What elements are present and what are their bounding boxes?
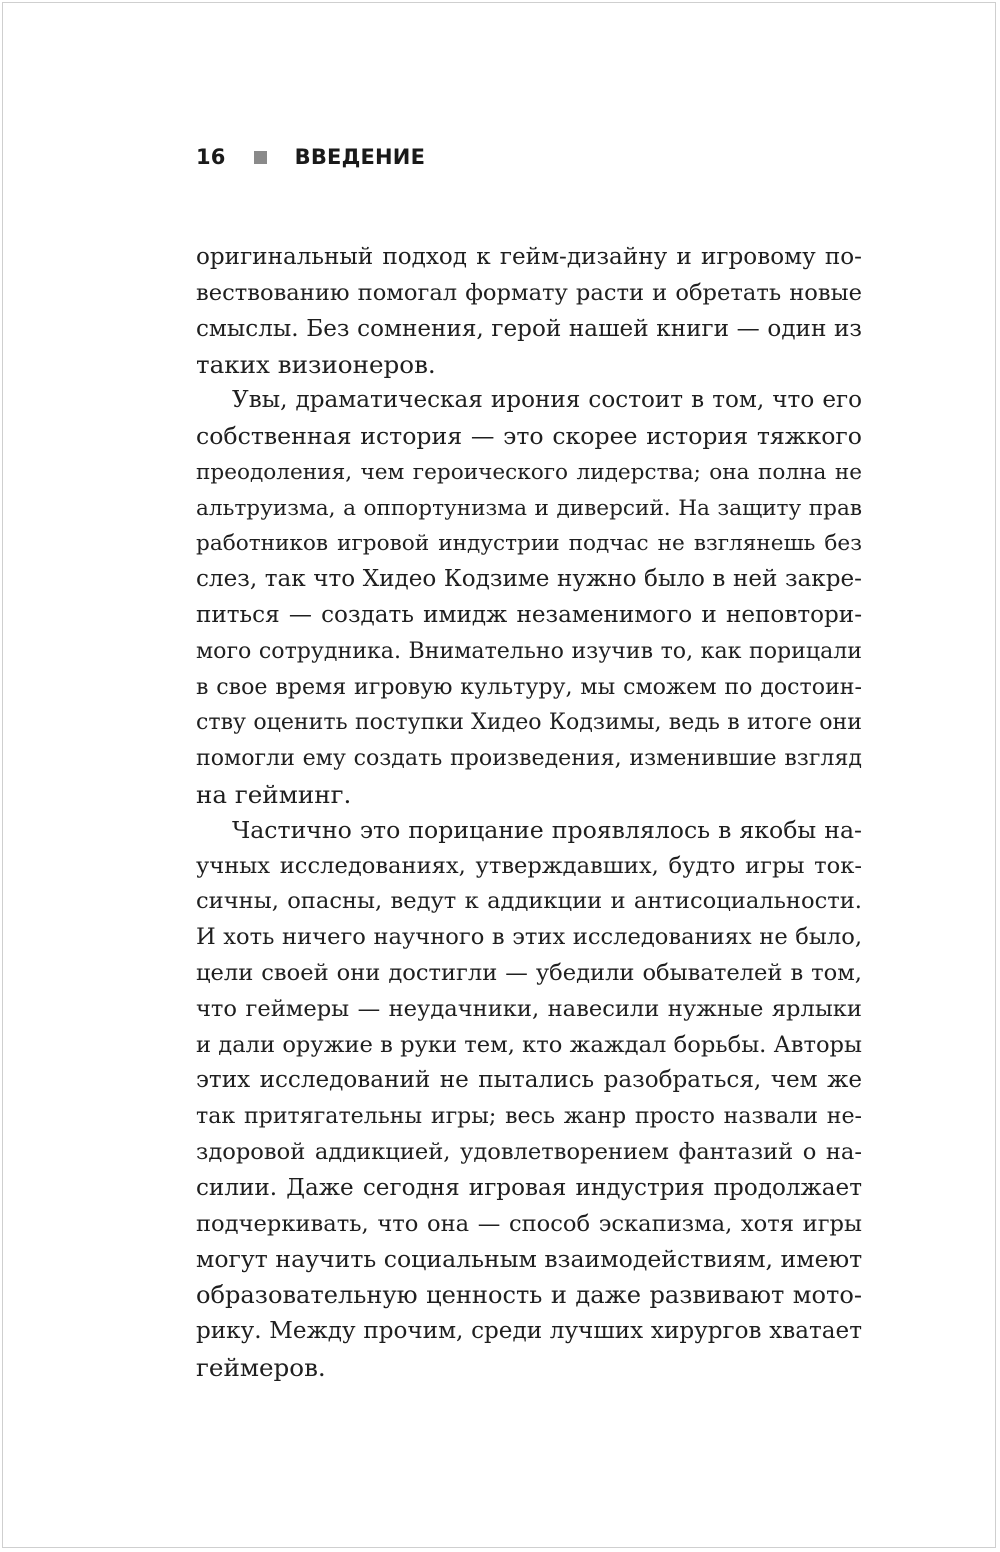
body-text: [196, 240, 862, 1386]
page-number: 16: [196, 145, 226, 169]
text-line: силии. Даже сегодня игровая индустрия продолжает: [196, 1174, 862, 1201]
text-line: мого сотрудника. Внимательно изучив то, как порицали: [196, 637, 862, 664]
text-line: питься — создать имидж незаменимого и неповтори-: [196, 601, 862, 628]
paragraph: [196, 240, 862, 383]
text-line: собственная история — это скорее история тяжкого: [196, 421, 862, 450]
text-line: сичны, опасны, ведут к аддикции и антисоциальности.: [196, 888, 862, 915]
text-line: так притягательны игры; весь жанр просто назвали не-: [196, 1103, 862, 1130]
text-line: Частично это порицание проявлялось в якобы на-: [232, 815, 862, 844]
paragraph: [196, 813, 862, 1386]
running-header: [196, 142, 425, 172]
text-line: подчеркивать, что она — способ эскапизма, хотя игры: [196, 1210, 862, 1237]
text-line: слез, так что Хидео Кодзиме нужно было в ней закре-: [196, 566, 862, 593]
paragraph: [196, 383, 862, 813]
text-line: этих исследований не пытались разобраться, чем же: [196, 1067, 862, 1094]
text-line: рику. Между прочим, среди лучших хирургов хватает: [196, 1317, 862, 1344]
text-line: смыслы. Без сомнения, герой нашей книги — один из: [196, 315, 862, 342]
text-line: ству оценить поступки Хидео Кодзимы, ведь в итоге они: [196, 709, 862, 736]
text-line: и дали оружие в руки тем, кто жаждал борьбы. Авторы: [196, 1031, 862, 1058]
text-line: альтруизма, а оппортунизма и диверсий. На защиту прав: [196, 495, 862, 521]
text-line: образовательную ценность и даже развивают мото-: [196, 1281, 862, 1310]
text-line: здоровой аддикцией, удовлетворением фантазий о на-: [196, 1138, 862, 1165]
text-line: что геймеры — неудачники, навесили нужные ярлыки: [196, 995, 862, 1022]
text-line: Увы, драматическая ирония состоит в том, что его: [232, 387, 862, 414]
chapter-title: ВВЕДЕНИЕ: [294, 145, 426, 169]
text-line: преодоления, чем героического лидерства; она полна не: [196, 459, 862, 485]
text-line: вествованию помогал формату расти и обретать новые: [196, 279, 862, 306]
text-line: И хоть ничего научного в этих исследованиях не было,: [196, 924, 862, 951]
text-line: оригинальный подход к гейм-дизайну и игровому по-: [196, 244, 862, 270]
text-line: на гейминг.: [196, 779, 352, 809]
square-separator-icon: [254, 151, 267, 164]
text-line: таких визионеров.: [196, 350, 436, 380]
text-line: учных исследованиях, утверждавших, будто игры ток-: [196, 852, 862, 879]
text-line: геймеров.: [196, 1352, 326, 1382]
text-line: в свое время игровую культуру, мы сможем по достоин-: [196, 673, 862, 700]
text-line: помогли ему создать произведения, изменившие взгляд: [196, 745, 862, 772]
text-line: работников игровой индустрии подчас не взглянешь без: [196, 531, 862, 557]
text-line: цели своей они достигли — убедили обывателей в том,: [196, 959, 862, 986]
text-line: могут научить социальным взаимодействиям, имеют: [196, 1245, 863, 1274]
